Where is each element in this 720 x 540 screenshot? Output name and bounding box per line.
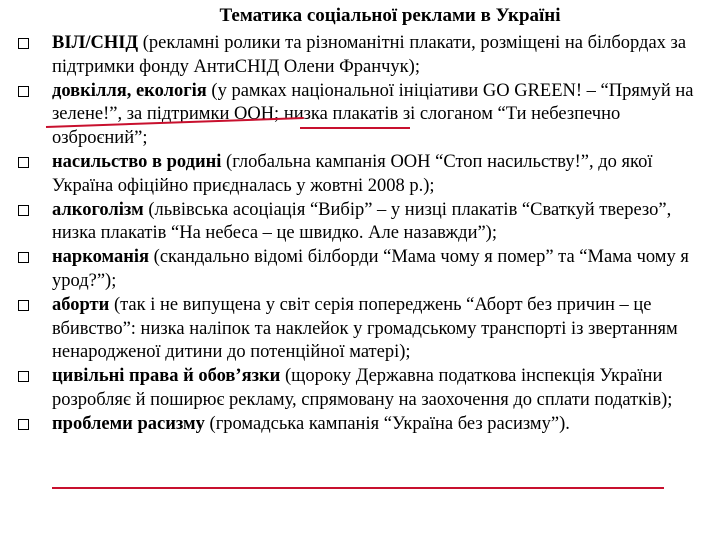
item-term: наркоманія — [52, 247, 150, 268]
item-text: (львівська асоціація “Вибір” – у низці плакатів “Сваткуй тверезо”, низка плакатів “На небеса – це швидко. Але назавжди”); — [52, 199, 672, 244]
page-title: Тематика соціальної реклами в Україні — [219, 5, 561, 26]
item-text: (так і не випущена у світ серія попереджень “Аборт без причин – це вбивство”: низка наліпок та наклейок у громадському транспорті із звертанням ненародженої дитини до потенційної матері); — [52, 294, 678, 363]
square-bullet-icon — [18, 157, 29, 168]
list-item — [0, 80, 720, 151]
item-term: довкілля, екологія — [52, 80, 207, 101]
square-bullet-icon — [18, 419, 29, 430]
list-item — [0, 151, 720, 199]
square-bullet-icon — [18, 252, 29, 263]
item-text: (скандально відомі білборди “Мама чому я помер” та “Мама чому я урод?”); — [52, 247, 689, 291]
list-item — [0, 246, 720, 294]
item-term: цивільні права й обов’язки — [52, 366, 281, 387]
item-term: проблеми расизму — [52, 413, 205, 434]
square-bullet-icon — [18, 371, 29, 382]
square-bullet-icon — [18, 205, 29, 216]
item-term: алкоголізм — [52, 199, 144, 220]
red-underline-decoration — [52, 487, 664, 489]
list-item — [0, 32, 720, 80]
red-underline-decoration — [300, 127, 410, 129]
item-text: (рекламні ролики та різноманітні плакати, розміщені на білбордах за підтримки фонду АнтиСНІД Олени Франчук); — [52, 33, 687, 77]
list-item — [0, 413, 720, 437]
item-term: аборти — [52, 294, 110, 315]
square-bullet-icon — [18, 38, 29, 49]
square-bullet-icon — [18, 86, 29, 97]
item-term: ВІЛ/СНІД — [52, 33, 139, 53]
topic-list — [0, 32, 720, 437]
list-item — [0, 199, 720, 247]
item-term: насильство в родині — [52, 151, 222, 172]
list-item — [0, 365, 720, 413]
item-text: (щороку Державна податкова інспекція України розробляє й поширює рекламу, спрямовану на заохочення до сплати податків); — [52, 366, 673, 410]
item-text: (глобальна кампанія ООН “Стоп насильству!”, до якої Україна офіційно приєдналась у жовтні 2008 р.); — [52, 151, 653, 196]
item-text: (у рамках національної ініціативи GO GREEN! – “Прямуй на зелене!”, за підтримки ООН; низка плакатів зі слоганом “Ти небезпечно озброєний”; — [52, 80, 694, 149]
item-text: (громадська кампанія “Україна без расизму”). — [204, 413, 570, 434]
list-item — [0, 294, 720, 365]
square-bullet-icon — [18, 300, 29, 311]
